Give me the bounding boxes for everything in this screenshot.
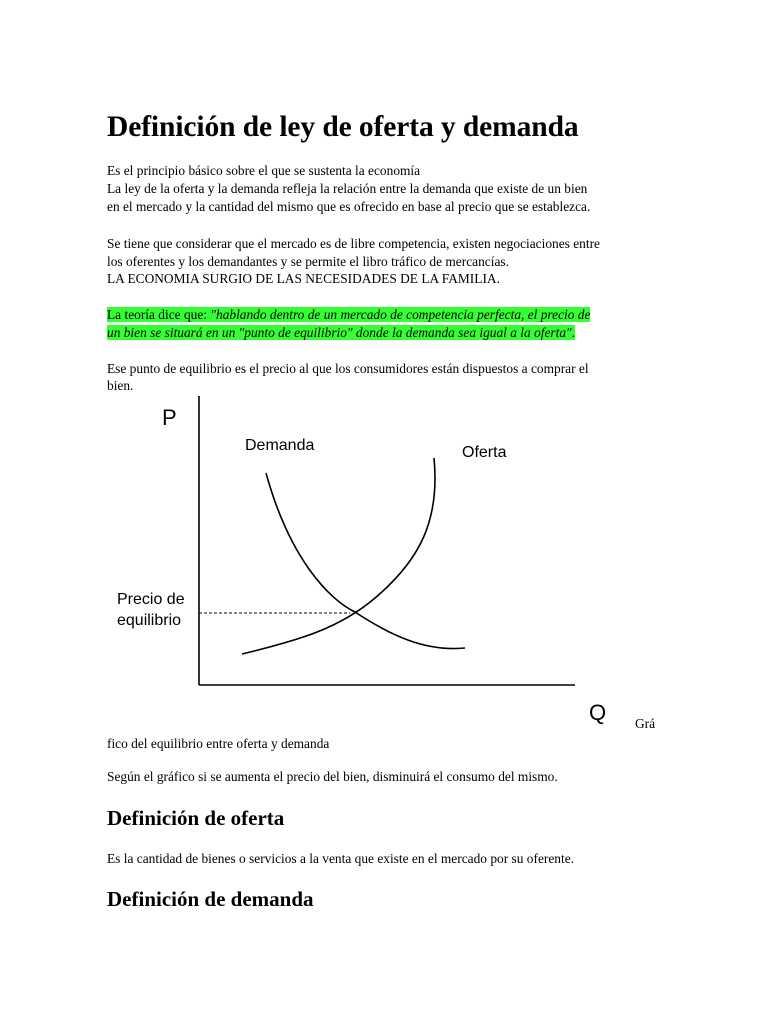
intro-line-1: Es el principio básico sobre el que se sustenta la economía xyxy=(107,163,421,178)
page-title: Definición de ley de oferta y demanda xyxy=(107,111,579,143)
theory-quote-2: un bien se situará en un "punto de equilibrio" donde la demanda sea igual a la oferta" xyxy=(107,325,572,340)
theory-lead: La teoría dice que: xyxy=(107,307,211,322)
intro-line-3: en el mercado y la cantidad del mismo que es ofrecido en base al precio que se establezca. xyxy=(107,199,591,214)
heading-demanda: Definición de demanda xyxy=(107,887,314,911)
supply-label: Oferta xyxy=(462,444,507,461)
theory-end: . xyxy=(571,325,576,340)
market-line-1: Se tiene que considerar que el mercado es de libre competencia, existen negociaciones entre xyxy=(107,236,601,251)
caption-part-2: fico del equilibrio entre oferta y demanda xyxy=(107,736,330,751)
theory-line-2 xyxy=(107,325,575,341)
x-axis-label: Q xyxy=(589,700,607,725)
market-line-3: LA ECONOMIA SURGIO DE LAS NECESIDADES DE LA FAMILIA. xyxy=(107,271,500,286)
oferta-text: Es la cantidad de bienes o servicios a la venta que existe en el mercado por su oferente. xyxy=(107,851,574,866)
caption-part-1: Grá xyxy=(635,716,656,731)
heading-oferta: Definición de oferta xyxy=(107,806,285,830)
conclusion-text: Según el gráfico si se aumenta el precio del bien, disminuirá el consumo del mismo. xyxy=(107,769,558,784)
theory-line-1 xyxy=(107,307,590,323)
demand-label: Demanda xyxy=(245,437,315,454)
price-label-line-2: equilibrio xyxy=(117,612,182,629)
market-line-2: los oferentes y los demandantes y se permite el libro tráfico de mercancías. xyxy=(107,254,509,269)
intro-line-2: La ley de la oferta y la demanda refleja la relación entre la demanda que existe de un bien xyxy=(107,181,588,196)
price-label-line-1: Precio de xyxy=(117,591,185,608)
y-axis-label: P xyxy=(162,405,177,430)
equilibrium-line-2: bien. xyxy=(107,378,134,393)
equilibrium-line-1: Ese punto de equilibrio es el precio al que los consumidores están dispuestos a comprar el xyxy=(107,361,589,376)
supply-demand-figure xyxy=(0,390,768,730)
theory-quote-1: "hablando dentro de un mercado de competencia perfecta, el precio de xyxy=(210,307,591,322)
demand-curve xyxy=(266,473,465,649)
